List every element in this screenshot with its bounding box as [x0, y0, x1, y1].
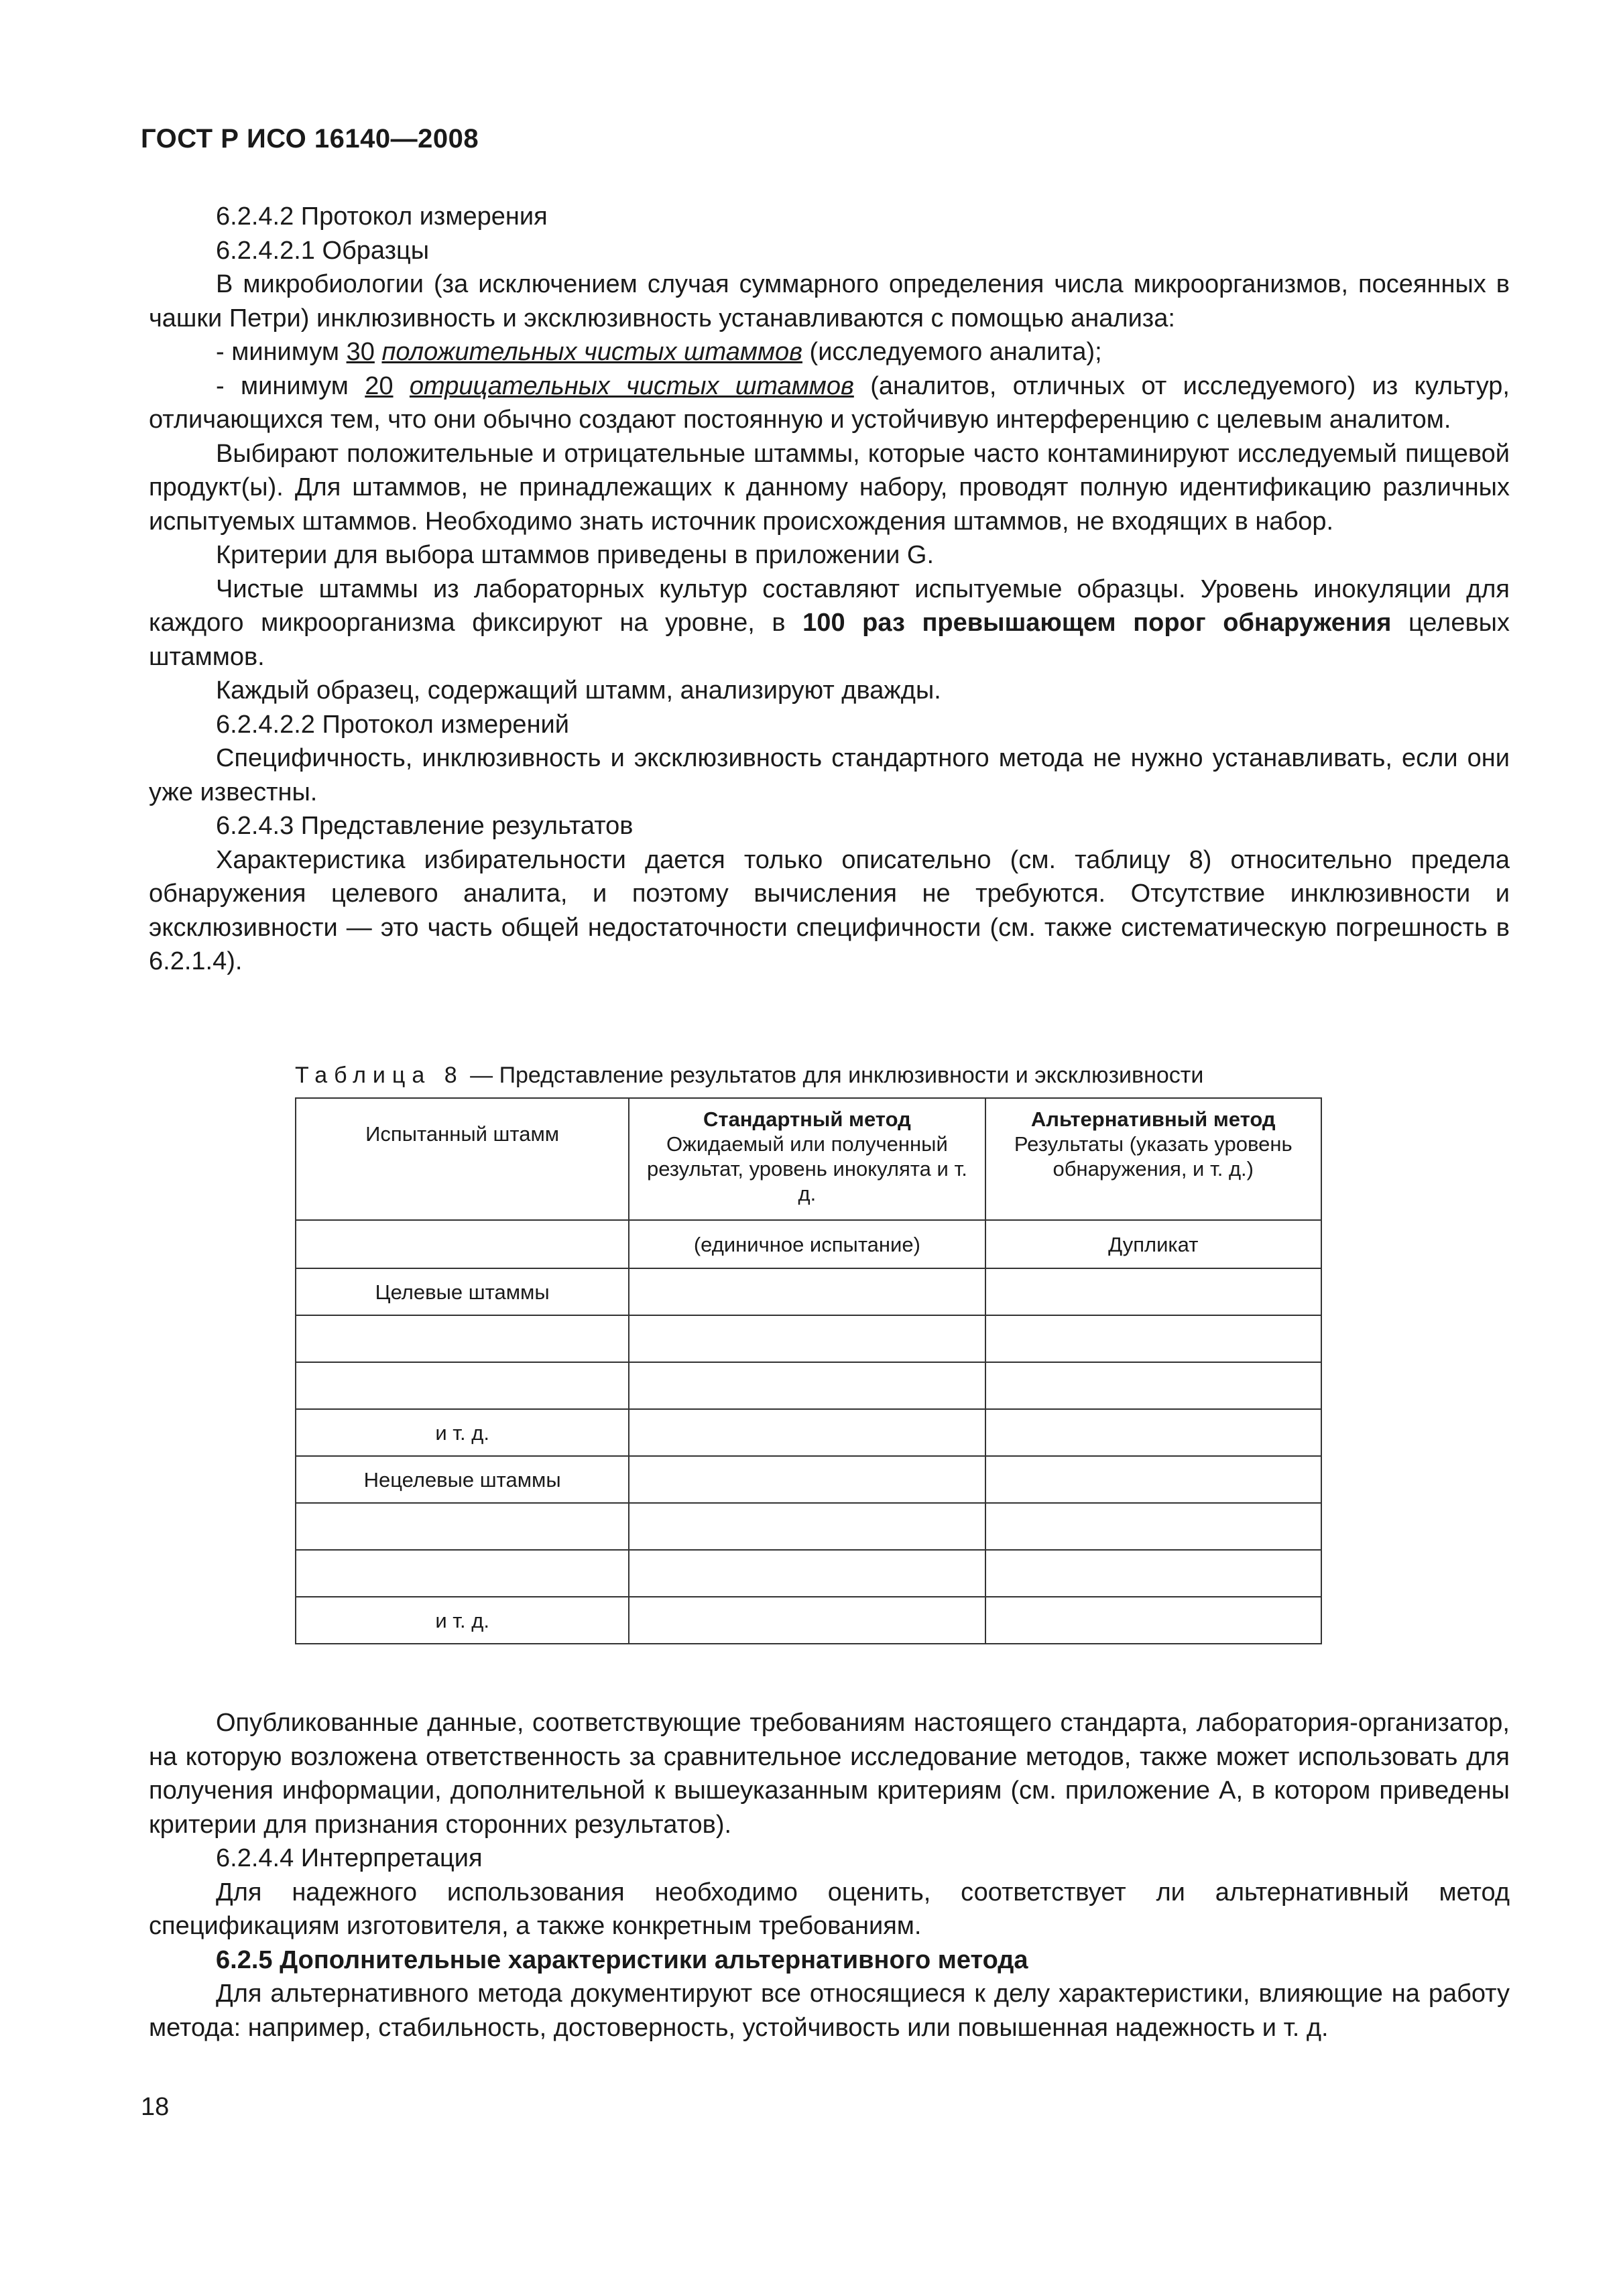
page-number: 18 — [141, 2093, 170, 2121]
list-rest: (аналитов, отличных от исследуемого) из культур, отличающихся тем, что они обычно создают постоянную и устойчивую интерференцию с целевым аналитом. — [149, 371, 1510, 434]
table-cell — [629, 1362, 985, 1409]
body-text — [149, 200, 1510, 979]
row-label: Нецелевые штаммы — [296, 1456, 629, 1503]
row-label: и т. д. — [296, 1409, 629, 1456]
paragraph: Каждый образец, содержащий штамм, анализируют дважды. — [216, 676, 941, 705]
table-cell — [629, 1503, 985, 1550]
list-number: 30 — [346, 338, 375, 366]
list-item — [149, 369, 1510, 437]
paragraph — [149, 572, 1510, 674]
table-caption-text: — Представление результатов для инклюзивности и эксклюзивности — [470, 1063, 1204, 1088]
table-cell — [985, 1409, 1321, 1456]
paragraph-part: целевых штаммов. — [149, 609, 1510, 671]
table-cell — [629, 1456, 985, 1503]
body-text-continued — [149, 1706, 1510, 2045]
table-row — [296, 1315, 1321, 1362]
table-header-row — [296, 1098, 1321, 1220]
table-cell — [985, 1268, 1321, 1315]
table-cell — [629, 1268, 985, 1315]
paragraph: Характеристика избирательности дается только описательно (см. таблицу 8) относительно предела обнаружения целевого аналита, и поэтому вычисления не требуются. Отсутствие инклюзивности и эксклюзивности — это часть общей недостаточности специфичности (см. также систематическую погрешность в 6.2.1.4). — [149, 845, 1510, 975]
table-subheader-row — [296, 1220, 1321, 1268]
header-cell-standard-method: Стандартный метод Ожидаемый или полученный результат, уровень инокулята и т. д. — [629, 1098, 985, 1220]
paragraph: Критерии для выбора штаммов приведены в приложении G. — [216, 541, 934, 569]
section-heading: 6.2.4.3 Представление результатов — [216, 812, 634, 840]
section-heading: 6.2.4.2.2 Протокол измерений — [216, 710, 570, 739]
subheader-cell-single-test: (единичное испытание) — [629, 1220, 985, 1268]
emphasis-text: отрицательных чистых штаммов — [409, 371, 854, 400]
table-row — [296, 1550, 1321, 1597]
table-row — [296, 1597, 1321, 1644]
table-row — [296, 1409, 1321, 1456]
list-prefix: - минимум — [216, 371, 349, 400]
row-label — [296, 1503, 629, 1550]
header-cell-strain: Испытанный штамм — [296, 1098, 629, 1220]
list-number: 20 — [365, 371, 394, 400]
table-row — [296, 1362, 1321, 1409]
table-cell — [629, 1409, 985, 1456]
row-label — [296, 1362, 629, 1409]
row-label — [296, 1550, 629, 1597]
table-cell — [985, 1315, 1321, 1362]
row-label — [296, 1315, 629, 1362]
table-row — [296, 1503, 1321, 1550]
table-cell — [985, 1597, 1321, 1644]
emphasis-text: положительных чистых штаммов — [381, 338, 802, 366]
table-cell — [629, 1597, 985, 1644]
section-heading-bold: 6.2.5 Дополнительные характеристики альтернативного метода — [216, 1945, 1028, 1974]
table-cell — [296, 1220, 629, 1268]
paragraph: Специфичность, инклюзивность и эксклюзивность стандартного метода не нужно устанавливать, если они уже известны. — [149, 744, 1510, 806]
row-label: и т. д. — [296, 1597, 629, 1644]
table-cell — [629, 1550, 985, 1597]
table-cell — [985, 1550, 1321, 1597]
table-cell — [985, 1456, 1321, 1503]
document-header: ГОСТ Р ИСО 16140—2008 — [141, 124, 479, 154]
table-cell — [985, 1362, 1321, 1409]
paragraph: Для альтернативного метода документируют все относящиеся к делу характеристики, влияющие на работу метода: например, стабильность, достоверность, устойчивость или повышенная надежность и т. д. — [149, 1980, 1510, 2042]
bold-text: 100 раз превышающем порог обнаружения — [802, 609, 1392, 637]
paragraph: В микробиологии (за исключением случая суммарного определения числа микроорганизмов, посеянных в чашки Петри) инклюзивность и эксклюзивность устанавливаются с помощью анализа: — [149, 270, 1510, 333]
section-heading: 6.2.4.4 Интерпретация — [216, 1844, 483, 1872]
table-caption — [295, 1063, 1203, 1089]
paragraph: Выбирают положительные и отрицательные штаммы, которые часто контаминируют исследуемый пищевой продукт(ы). Для штаммов, не принадлежащих к данному набору, проводят полную идентификацию различных испытуемых штаммов. Необходимо знать источник происхождения штаммов, не входящих в набор. — [149, 439, 1510, 536]
table-caption-label: Таблица 8 — [295, 1063, 464, 1088]
list-item — [149, 335, 1510, 369]
table-cell — [985, 1503, 1321, 1550]
paragraph: Для надежного использования необходимо оценить, соответствует ли альтернативный метод спецификациям изготовителя, а также конкретным требованиям. — [149, 1878, 1510, 1940]
table-cell — [629, 1315, 985, 1362]
header-cell-alternative-method: Альтернативный метод Результаты (указать уровень обнаружения, и т. д.) — [985, 1098, 1321, 1220]
results-table — [295, 1097, 1322, 1644]
table-row — [296, 1268, 1321, 1315]
section-heading: 6.2.4.2.1 Образцы — [216, 236, 430, 265]
section-heading: 6.2.4.2 Протокол измерения — [216, 202, 548, 231]
row-label: Целевые штаммы — [296, 1268, 629, 1315]
paragraph: Опубликованные данные, соответствующие требованиям настоящего стандарта, лаборатория-организатор, на которую возложена ответственность за сравнительное исследование методов, также может использовать для получения информации, дополнительной к вышеуказанным критериям (см. приложение А, в котором приведены критерии для признания сторонних результатов). — [149, 1709, 1510, 1839]
paragraph-part: Чистые штаммы из лабораторных культур составляют испытуемые образцы. Уровень инокуляции для каждого микроорганизма фиксируют на уровне, в — [149, 575, 1510, 637]
table-row — [296, 1456, 1321, 1503]
list-prefix: - минимум — [216, 338, 340, 366]
list-rest: (исследуемого аналита); — [809, 338, 1102, 366]
subheader-cell-duplicate: Дупликат — [985, 1220, 1321, 1268]
